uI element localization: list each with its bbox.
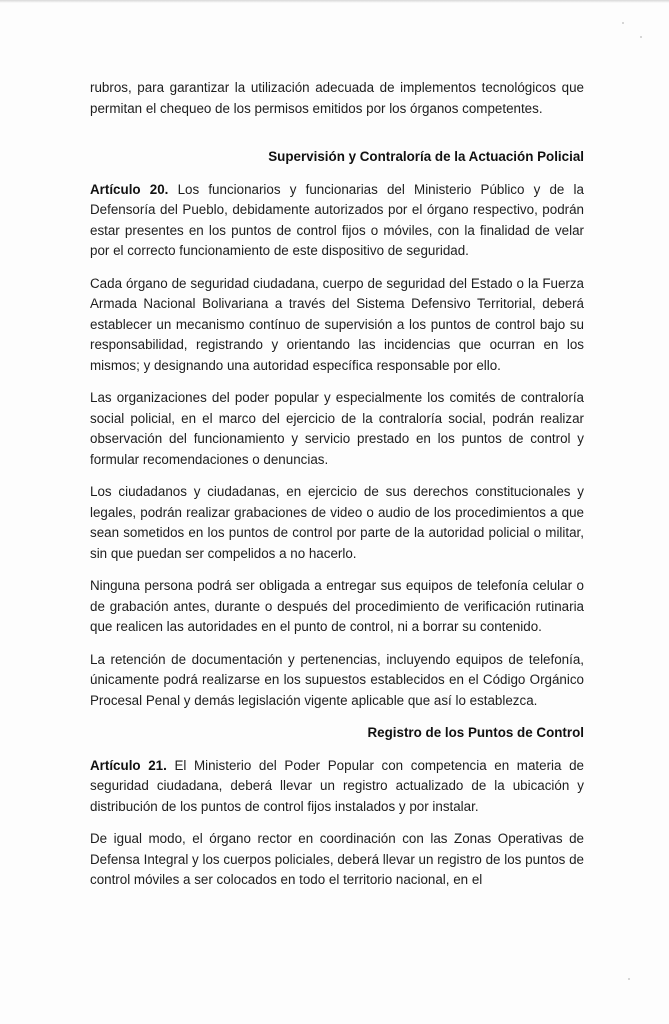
- paragraph: Cada órgano de seguridad ciudadana, cuerpo de seguridad del Estado o la Fuerza Armada Nacional Bolivariana a través del Sistema Defensivo Territorial, deberá establecer un mecanismo contínuo de supervisión a los puntos de control bajo su responsabilidad, registrando y orientando las incidencias que ocurran en los mismos; y designando una autoridad específica responsable por ello.: [90, 275, 584, 373]
- document-body: [90, 78, 584, 903]
- scan-top-edge: [0, 0, 669, 3]
- scan-speck: [640, 36, 642, 38]
- paragraph: Los ciudadanos y ciudadanas, en ejercicio de sus derechos constitucionales y legales, podrán realizar grabaciones de video o audio de los procedimientos a que sean sometidos en los puntos de control por parte de la autoridad policial o militar, sin que puedan ser compelidos a no hacerlo.: [90, 484, 584, 561]
- paragraph-continuation: rubros, para garantizar la utilización adecuada de implementos tecnológicos que permitan el chequeo de los permisos emitidos por los órganos competentes.: [90, 80, 584, 116]
- section-heading-supervision: Supervisión y Contraloría de la Actuación Policial: [268, 149, 584, 164]
- article-20-text: Los funcionarios y funcionarias del Ministerio Público y de la Defensoría del Pueblo, debidamente autorizados por el órgano respectivo, podrán estar presentes en los puntos de control fijos o móviles, con la finalidad de velar por el correcto funcionamiento de este dispositivo de seguridad.: [90, 181, 584, 258]
- article-21: [90, 756, 584, 818]
- paragraph: De igual modo, el órgano rector en coordinación con las Zonas Operativas de Defensa Integral y los cuerpos policiales, deberá llevar un registro de los puntos de control móviles a ser colocados en todo el territorio nacional, en el: [90, 831, 584, 887]
- paragraph: Ninguna persona podrá ser obligada a entregar sus equipos de telefonía celular o de grabación antes, durante o después del procedimiento de verificación rutinaria que realicen las autoridades en el punto de control, ni a borrar su contenido.: [90, 578, 584, 634]
- paragraph: Las organizaciones del poder popular y especialmente los comités de contraloría social policial, en el marco del ejercicio de la contraloría social, podrán realizar observación del funcionamiento y servicio prestado en los puntos de control y formular recomendaciones o denuncias.: [90, 390, 584, 467]
- article-21-label: Artículo 21.: [90, 757, 167, 773]
- scan-speck: [628, 978, 630, 980]
- article-21-text: El Ministerio del Poder Popular con competencia en materia de seguridad ciudadana, deberá llevar un registro actualizado de la ubicación y distribución de los puntos de control fijos instalados y por instalar.: [90, 757, 584, 814]
- article-20-label: Artículo 20.: [90, 181, 169, 197]
- paragraph: La retención de documentación y pertenencias, incluyendo equipos de telefonía, únicamente podrá realizarse en los supuestos establecidos en el Código Orgánico Procesal Penal y demás legislación vigente aplicable que así lo establezca.: [90, 651, 584, 708]
- article-20: [90, 180, 584, 262]
- section-heading-registro: Registro de los Puntos de Control: [367, 725, 584, 740]
- scan-speck: [622, 22, 624, 24]
